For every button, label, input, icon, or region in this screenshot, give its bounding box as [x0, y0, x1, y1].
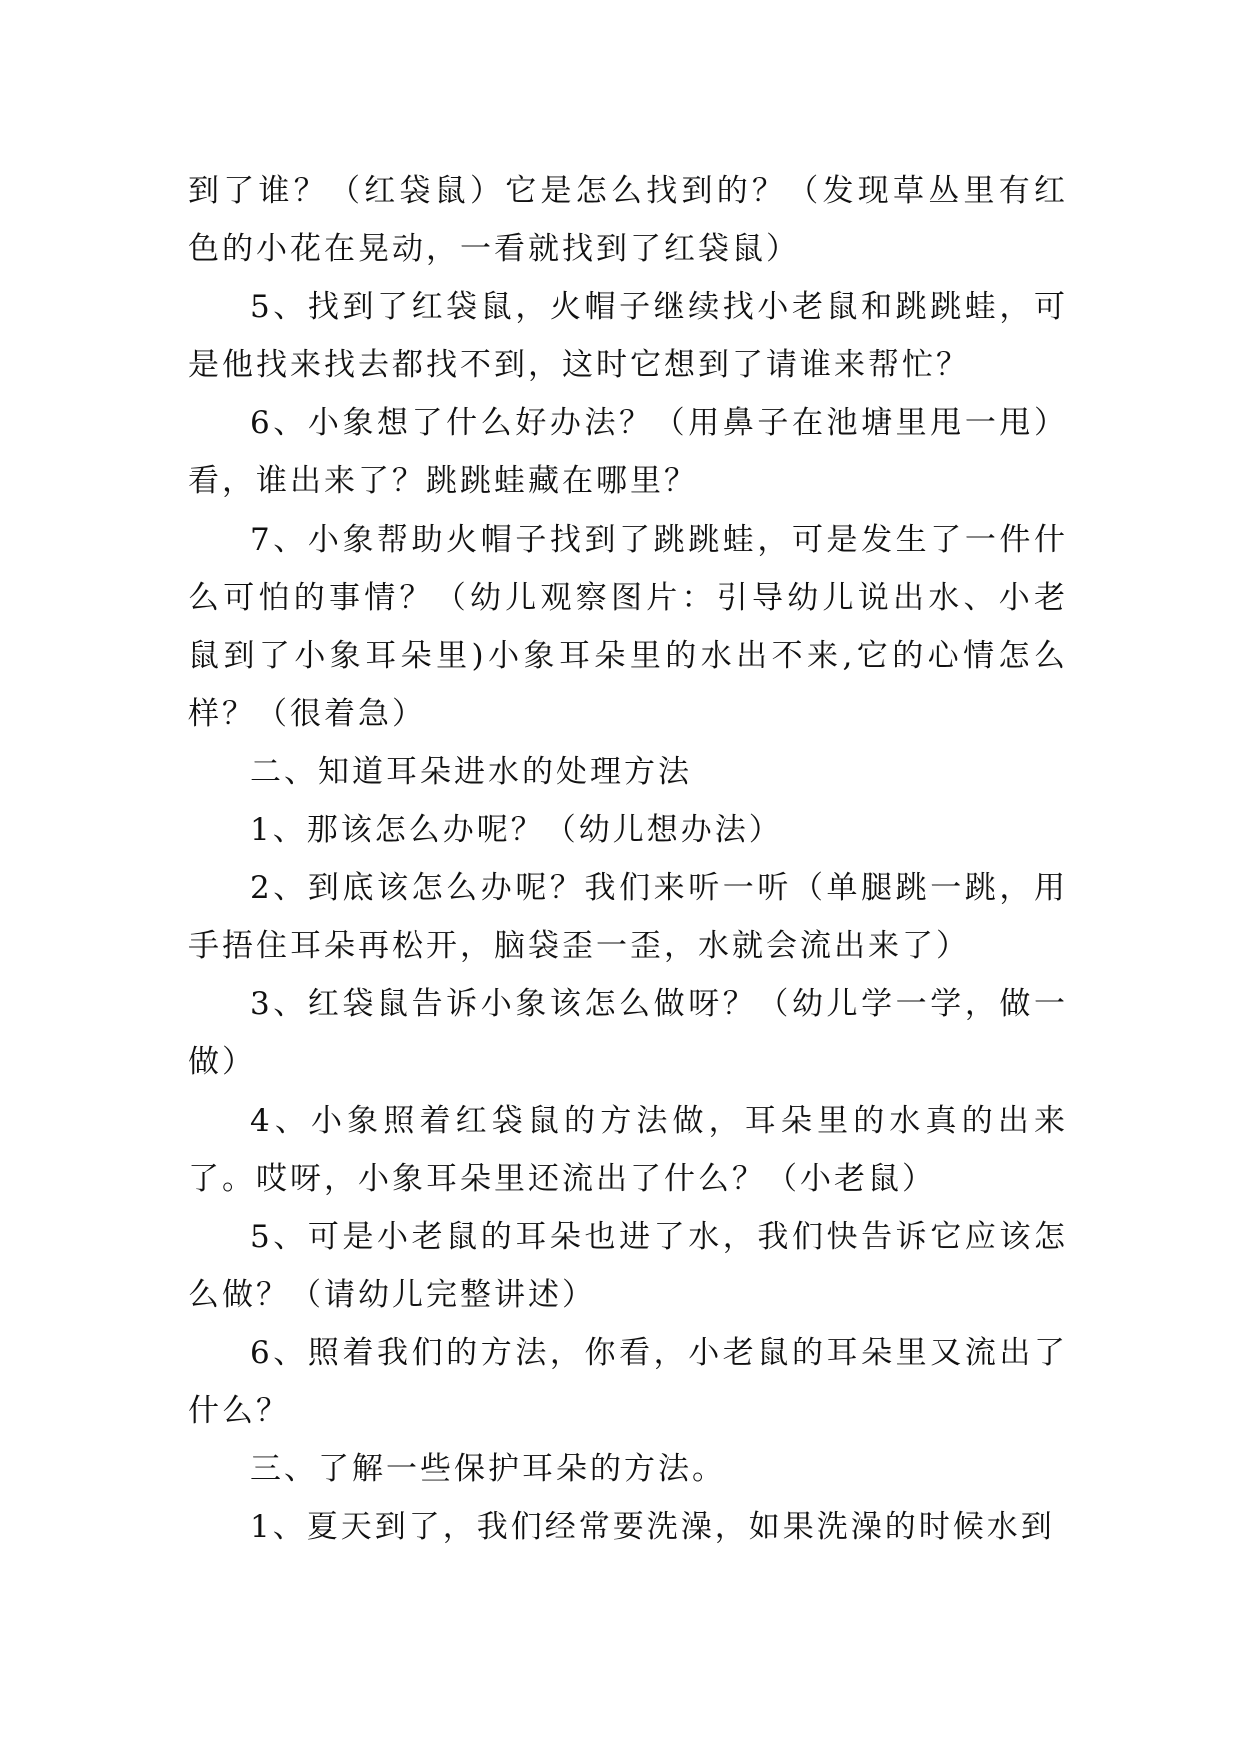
paragraph-3: 6、小象想了什么好办法？（用鼻子在池塘里甩一甩）看，谁出来了？跳跳蛙藏在哪里？ — [188, 405, 1068, 500]
paragraph-2: 5、找到了红袋鼠，火帽子继续找小老鼠和跳跳蛙，可是他找来找去都找不到，这时它想到了请谁来帮忙？ — [188, 289, 1068, 384]
paragraph-10: 5、可是小老鼠的耳朵也进了水，我们快告诉它应该怎么做？（请幼儿完整讲述） — [188, 1218, 1068, 1313]
paragraph-6: 1、那该怎么办呢？（幼儿想办法） — [250, 812, 783, 849]
paragraph-4: 7、小象帮助火帽子找到了跳跳蛙，可是发生了一件什么可怕的事情？（幼儿观察图片：引导幼儿说出水、小老鼠到了小象耳朵里)小象耳朵里的水出不来,它的心情怎么样？（很着急） — [188, 521, 1068, 732]
paragraph-1: 到了谁？（红袋鼠）它是怎么找到的？（发现草丛里有红色的小花在晃动，一看就找到了红袋鼠） — [188, 173, 1068, 268]
paragraph-8: 3、红袋鼠告诉小象该怎么做呀？（幼儿学一学，做一做） — [188, 986, 1068, 1081]
section-heading-3: 三、了解一些保护耳朵的方法。 — [250, 1451, 726, 1488]
paragraph-11: 6、照着我们的方法，你看，小老鼠的耳朵里又流出了什么？ — [188, 1334, 1068, 1429]
section-heading-2: 二、知道耳朵进水的处理方法 — [250, 753, 692, 790]
paragraph-13: 1、夏天到了，我们经常要洗澡，如果洗澡的时候水到 — [250, 1509, 1055, 1546]
paragraph-9: 4、小象照着红袋鼠的方法做，耳朵里的水真的出来了。哎呀，小象耳朵里还流出了什么？（小老鼠） — [188, 1102, 1068, 1197]
paragraph-7: 2、到底该怎么办呢？我们来听一听（单腿跳一跳，用手捂住耳朵再松开，脑袋歪一歪，水就会流出来了） — [188, 870, 1068, 965]
document-body — [188, 162, 1068, 1556]
